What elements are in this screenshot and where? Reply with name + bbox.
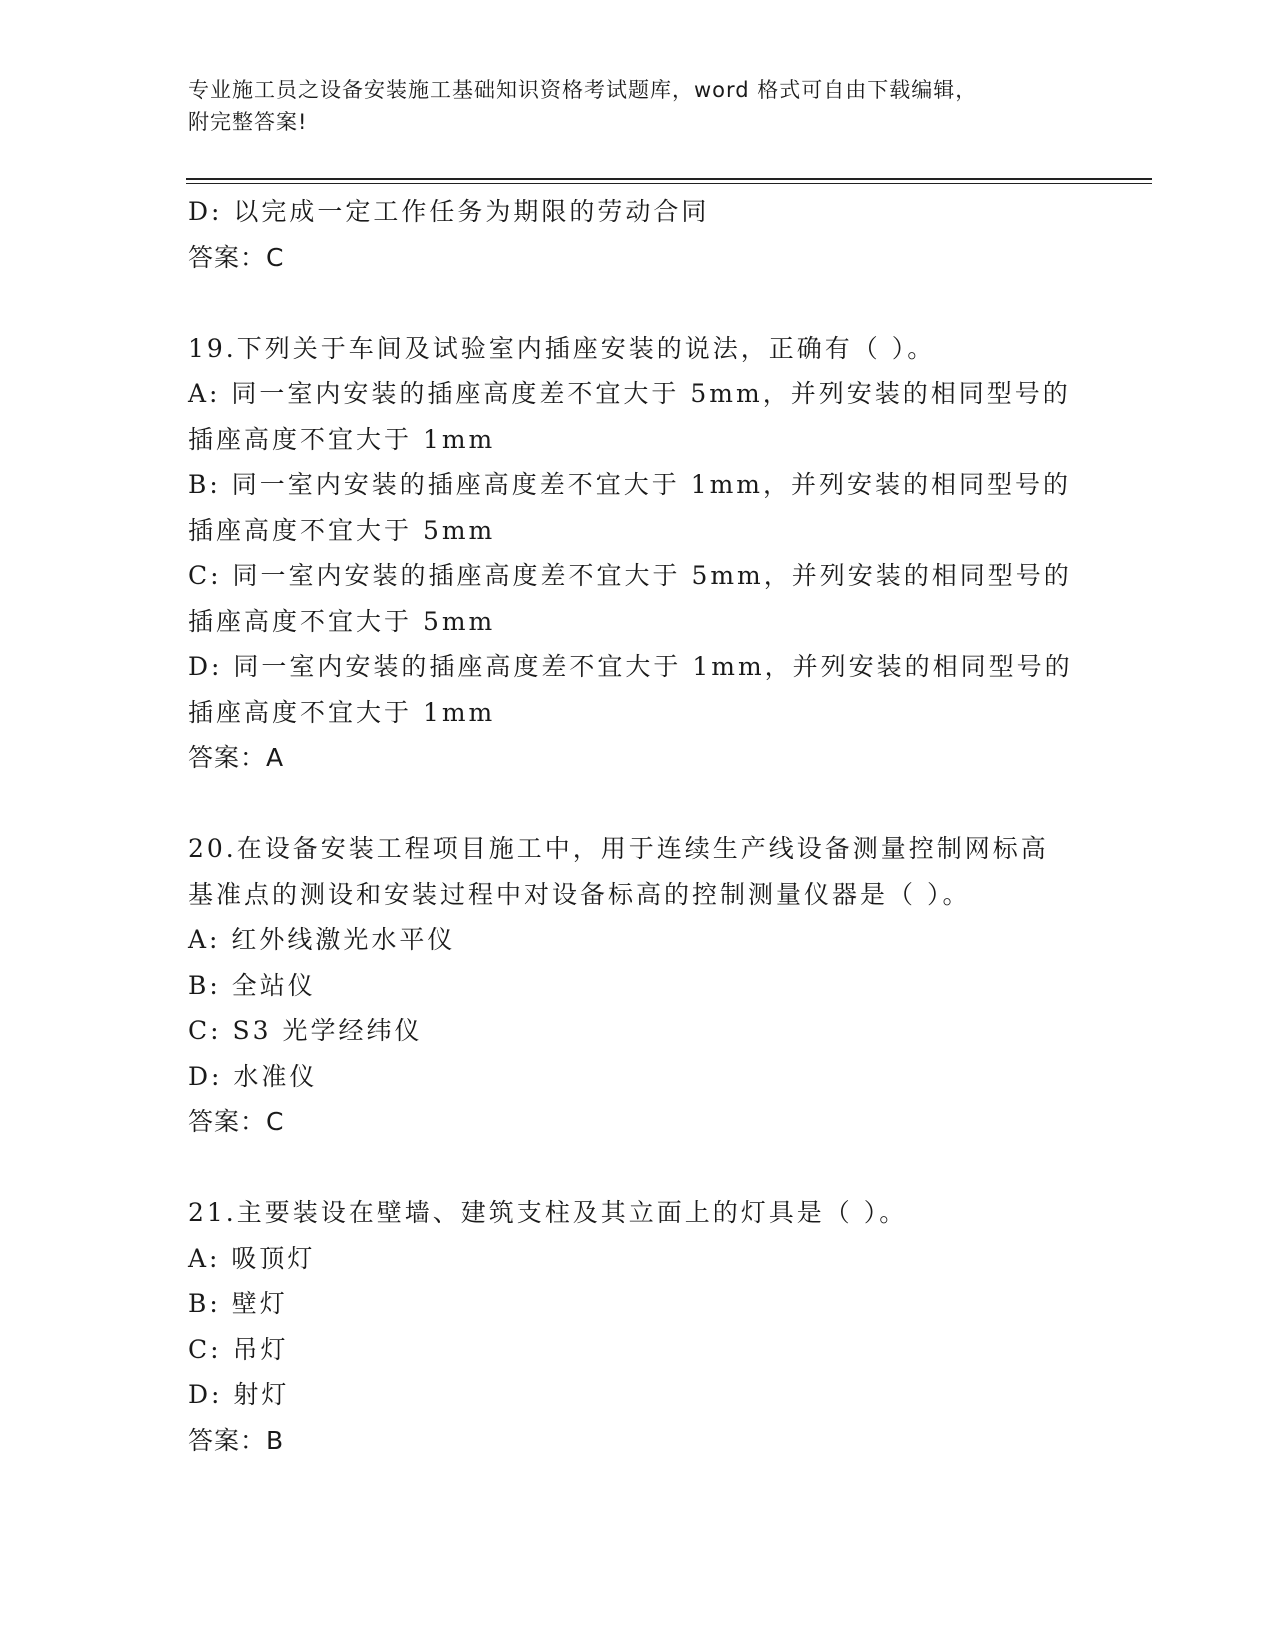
option-b: B: 同一室内安装的插座高度差不宜大于 1mm，并列安装的相同型号的 xyxy=(188,470,1072,499)
header-divider xyxy=(186,178,1152,180)
option-a: A: 同一室内安装的插座高度差不宜大于 5mm，并列安装的相同型号的 xyxy=(188,379,1071,408)
header-line-2: 附完整答案! xyxy=(188,110,308,134)
spacer xyxy=(188,1145,1088,1191)
answer-line: 答案：A xyxy=(188,743,285,772)
answer-line: 答案：C xyxy=(188,242,285,272)
previous-question-tail xyxy=(188,189,1088,280)
question-19 xyxy=(188,326,1088,781)
option-c: C: 同一室内安装的插座高度差不宜大于 5mm，并列安装的相同型号的 xyxy=(188,561,1072,590)
question-21 xyxy=(188,1190,1088,1463)
answer-line: 答案：B xyxy=(188,1425,285,1455)
option-b: B: 全站仪 xyxy=(188,970,316,1000)
spacer xyxy=(188,280,1088,326)
page-header xyxy=(188,74,1068,138)
question-stem: 19.下列关于车间及试验室内插座安装的说法，正确有（ ）。 xyxy=(188,333,936,363)
option-d: D: 以完成一定工作任务为期限的劳动合同 xyxy=(188,197,710,226)
question-stem: 21.主要装设在壁墙、建筑支柱及其立面上的灯具是（ ）。 xyxy=(188,1198,908,1227)
option-b-continued: 插座高度不宜大于 5mm xyxy=(188,515,496,545)
option-d-continued: 插座高度不宜大于 1mm xyxy=(188,697,496,727)
option-a: A: 吸顶灯 xyxy=(188,1243,316,1273)
option-c: C: 吊灯 xyxy=(188,1334,289,1364)
option-c: C: S3 光学经纬仪 xyxy=(188,1016,423,1045)
option-a: A: 红外线激光水平仪 xyxy=(188,925,456,954)
question-stem: 20.在设备安装工程项目施工中，用于连续生产线设备测量控制网标高 xyxy=(188,834,1049,863)
header-line-1: 专业施工员之设备安装施工基础知识资格考试题库，word 格式可自由下载编辑， xyxy=(188,78,978,102)
question-stem-continued: 基准点的测设和安装过程中对设备标高的控制测量仪器是（ ）。 xyxy=(188,879,971,909)
option-d: D: 射灯 xyxy=(188,1380,290,1409)
option-d: D: 水准仪 xyxy=(188,1061,318,1091)
question-content xyxy=(188,189,1088,1463)
option-a-continued: 插座高度不宜大于 1mm xyxy=(188,424,496,454)
spacer xyxy=(188,781,1088,827)
header-divider-thin xyxy=(186,183,1152,184)
question-20 xyxy=(188,826,1088,1145)
option-c-continued: 插座高度不宜大于 5mm xyxy=(188,606,496,636)
answer-line: 答案：C xyxy=(188,1107,285,1136)
option-d: D: 同一室内安装的插座高度差不宜大于 1mm，并列安装的相同型号的 xyxy=(188,652,1073,681)
option-b: B: 壁灯 xyxy=(188,1289,288,1318)
